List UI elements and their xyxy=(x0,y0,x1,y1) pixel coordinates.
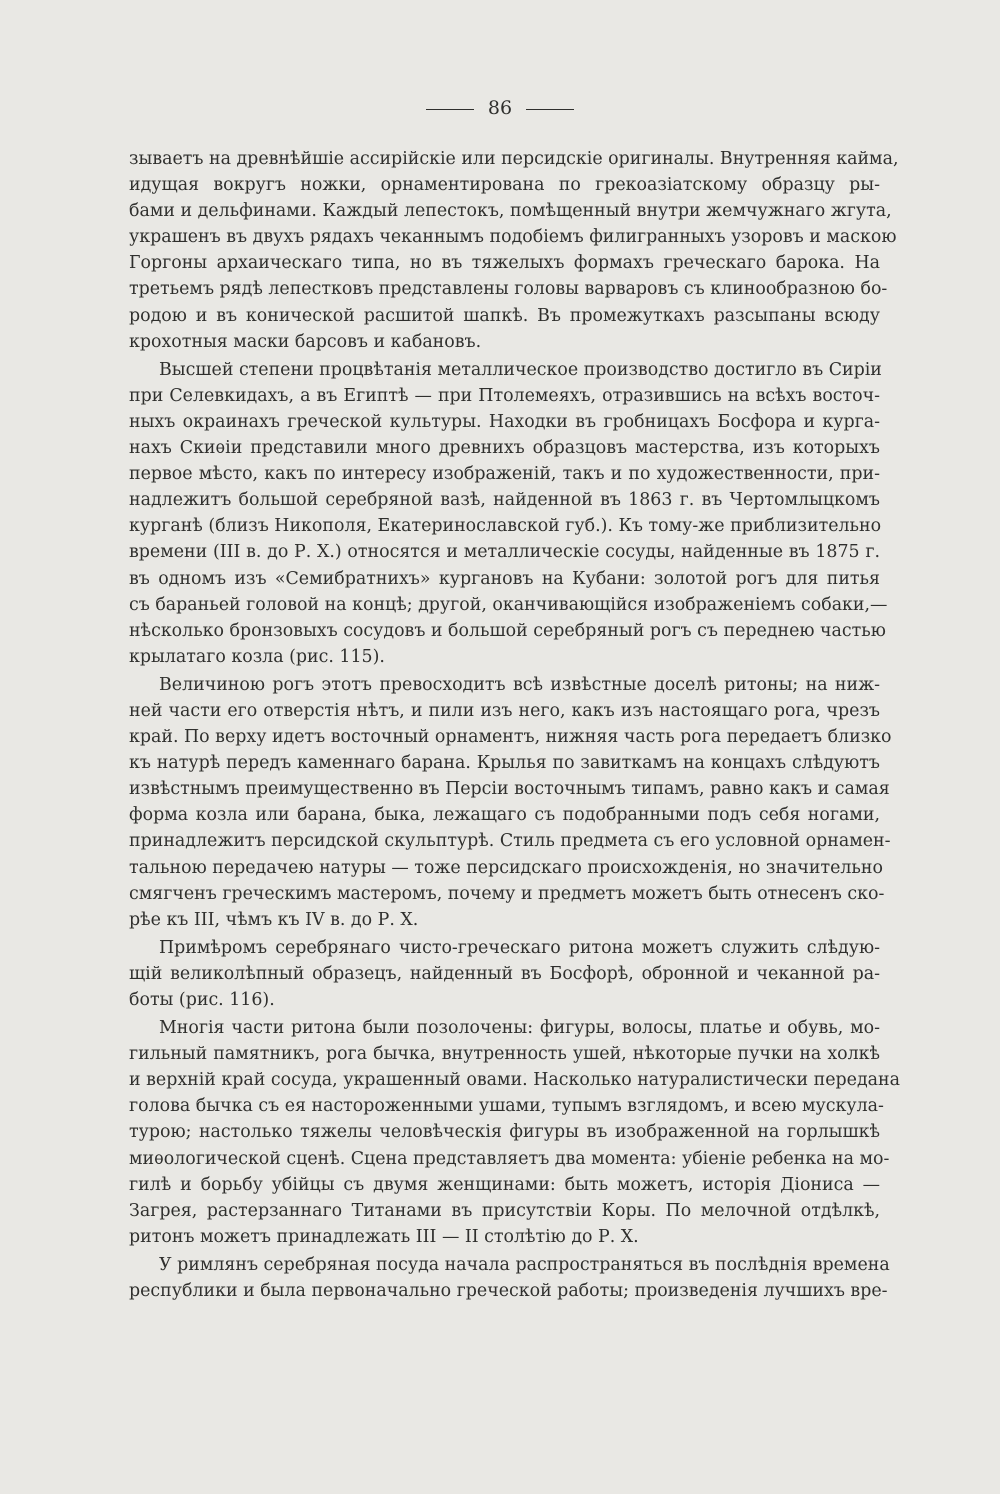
text-line: У римлянъ серебряная посуда начала распространяться въ послѣднія времена xyxy=(159,1254,890,1275)
text-line: ныхъ окраинахъ греческой культуры. Находки въ гробницахъ Босфора и курга- xyxy=(129,411,880,432)
text-line: миѳологической сценѣ. Сцена представляетъ два момента: убіеніе ребенка на мо- xyxy=(129,1148,890,1169)
text-line: голова бычка съ ея настороженными ушами, тупымъ взглядомъ, и всею мускула- xyxy=(129,1096,884,1117)
text-line: идущая вокругъ ножки, орнаментирована по грекоазіатскому образцу ры- xyxy=(129,175,880,196)
text-line: Многія части ритона были позолочены: фигуры, волосы, платье и обувь, мо- xyxy=(159,1018,880,1039)
text-line: и верхній край сосуда, украшенный овами. Насколько натуралистически передана xyxy=(129,1070,900,1091)
text-line: времени (III в. до Р. Х.) относятся и металлическіе сосуды, найденные въ 1875 г. xyxy=(129,542,880,563)
text-line: форма козла или барана, быка, лежащаго съ подобранными подъ себя ногами, xyxy=(129,805,880,826)
text-line: третьемъ рядѣ лепестковъ представлены головы варваровъ съ клинообразною бо- xyxy=(129,279,888,300)
text-line: Величиною рогъ этотъ превосходитъ всѣ извѣстные доселѣ ритоны; на ниж- xyxy=(159,674,880,695)
text-line: съ бараньей головой на концѣ; другой, оканчивающійся изображеніемъ собаки,— xyxy=(129,594,888,615)
text-line: нѣсколько бронзовыхъ сосудовъ и большой серебряный рогъ съ переднею частью xyxy=(129,620,886,641)
text-line: край. По верху идетъ восточный орнаментъ, нижняя часть рога передаетъ близко xyxy=(129,727,892,748)
text-line: боты (рис. 116). xyxy=(129,990,275,1010)
header-left-rule xyxy=(426,109,474,110)
paragraph xyxy=(129,935,880,1013)
text-line: родою и въ конической расшитой шапкѣ. Въ промежуткахъ разсыпаны всюду xyxy=(129,305,880,326)
text-line: республики и была первоначально греческой работы; произведенія лучшихъ вре- xyxy=(129,1281,888,1302)
text-line: турою; настолько тяжелы человѣческія фигуры въ изображенной на горлышкѣ xyxy=(129,1122,880,1143)
text-line: къ натурѣ передъ каменнаго барана. Крылья по завиткамъ на концахъ слѣдуютъ xyxy=(129,753,880,774)
text-line: курганѣ (близъ Никополя, Екатеринославской губ.). Къ тому-же приблизительно xyxy=(129,516,882,537)
text-line: ритонъ можетъ принадлежать III — II столѣтію до Р. Х. xyxy=(129,1226,639,1247)
text-line: извѣстнымъ преимущественно въ Персіи восточнымъ типамъ, равно какъ и самая xyxy=(129,779,890,800)
paragraph xyxy=(129,672,892,933)
paragraph xyxy=(129,1252,890,1304)
text-line: Высшей степени процвѣтанія металлическое производство достигло въ Сиріи xyxy=(159,359,882,380)
text-line: щій великолѣпный образецъ, найденный въ Босфорѣ, обронной и чеканной ра- xyxy=(129,963,880,984)
text-line: зываетъ на древнѣйшіе ассирійскіе или персидскіе оригиналы. Внутренняя кайма, xyxy=(129,149,899,169)
text-line: гильный памятникъ, рога бычка, внутренность ушей, нѣкоторые пучки на холкѣ xyxy=(129,1044,880,1065)
text-line: принадлежитъ персидской скульптурѣ. Стиль предмета съ его условной орнамен- xyxy=(129,831,891,852)
paragraph xyxy=(129,357,888,670)
text-line: гилѣ и борьбу убійцы съ двумя женщинами: быть можетъ, исторія Діониса — xyxy=(129,1174,880,1195)
text-line: крохотныя маски барсовъ и кабановъ. xyxy=(129,331,482,352)
text-line: тальною передачею натуры — тоже персидскаго происхожденія, но значительно xyxy=(129,857,883,878)
text-line: рѣе къ III, чѣмъ къ IV в. до Р. Х. xyxy=(129,909,419,930)
body-text xyxy=(129,146,900,1306)
paragraph xyxy=(129,1015,900,1250)
text-line: Загрея, растерзаннаго Титанами въ присутствіи Коры. По мелочной отдѣлкѣ, xyxy=(129,1200,880,1221)
text-line: Горгоны архаическаго типа, но въ тяжелыхъ формахъ греческаго барока. На xyxy=(129,253,880,274)
header-right-rule xyxy=(526,109,574,110)
paragraph xyxy=(129,146,899,355)
text-line: украшенъ въ двухъ рядахъ чеканнымъ подобіемъ филигранныхъ узоровъ и маскою xyxy=(129,227,897,248)
text-line: въ одномъ изъ «Семибратнихъ» кургановъ на Кубани: золотой рогъ для питья xyxy=(129,568,880,589)
text-line: нахъ Скиѳіи представили много древнихъ образцовъ мастерства, изъ которыхъ xyxy=(129,438,880,459)
text-line: первое мѣсто, какъ по интересу изображеній, такъ и по художественности, при- xyxy=(129,464,880,485)
text-line: Примѣромъ серебрянаго чисто-греческаго ритона можетъ служить слѣдую- xyxy=(159,937,880,958)
page-number: 86 xyxy=(487,97,513,119)
text-line: при Селевкидахъ, а въ Египтѣ — при Птолемеяхъ, отразившись на всѣхъ восточ- xyxy=(129,385,880,406)
text-line: бами и дельфинами. Каждый лепестокъ, помѣщенный внутри жемчужнаго жгута, xyxy=(129,201,892,222)
text-line: смягченъ греческимъ мастеромъ, почему и предметъ можетъ быть отнесенъ ско- xyxy=(129,883,885,904)
page-header xyxy=(0,96,1000,120)
text-line: ней части его отверстія нѣтъ, и пили изъ него, какъ изъ настоящаго рога, чрезъ xyxy=(129,700,880,721)
text-line: надлежитъ большой серебряной вазѣ, найденной въ 1863 г. въ Чертомлыцкомъ xyxy=(129,490,880,511)
text-line: крылатаго козла (рис. 115). xyxy=(129,646,385,667)
